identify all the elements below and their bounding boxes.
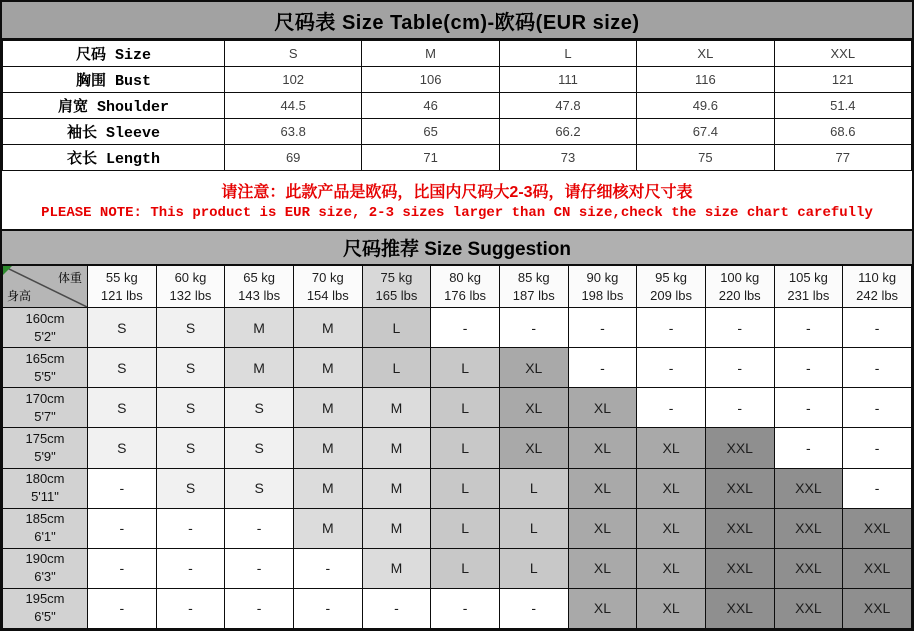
size-suggestion-title: 尺码推荐 Size Suggestion xyxy=(2,229,912,265)
suggestion-cell: M xyxy=(225,308,294,348)
suggestion-cell: L xyxy=(499,468,568,508)
size-value-cell: 121 xyxy=(774,67,911,93)
suggestion-cell: XL xyxy=(637,468,706,508)
weight-header-cell xyxy=(843,266,912,308)
height-cm-label: 185cm xyxy=(25,511,65,527)
height-ft-label: 6'3" xyxy=(34,569,56,585)
suggestion-cell: XL xyxy=(568,508,637,548)
height-cm-label: 165cm xyxy=(25,350,65,366)
suggestion-cell: - xyxy=(705,348,774,388)
suggestion-cell: - xyxy=(88,548,157,588)
suggestion-row xyxy=(3,308,912,348)
suggestion-cell: M xyxy=(362,548,431,588)
weight-kg-label: 70 kg xyxy=(311,269,344,285)
suggestion-cell: - xyxy=(225,548,294,588)
suggestion-row xyxy=(3,428,912,468)
size-value-cell: 106 xyxy=(362,67,499,93)
suggestion-body xyxy=(3,308,912,629)
suggestion-cell: L xyxy=(362,348,431,388)
suggestion-cell: L xyxy=(431,388,500,428)
suggestion-cell: - xyxy=(843,348,912,388)
suggestion-cell: XXL xyxy=(705,468,774,508)
size-table-row xyxy=(3,145,912,171)
height-header-cell xyxy=(3,588,88,628)
suggestion-row xyxy=(3,508,912,548)
size-value-cell: 51.4 xyxy=(774,93,911,119)
suggestion-cell: - xyxy=(774,348,843,388)
suggestion-cell: XXL xyxy=(774,508,843,548)
height-header-cell xyxy=(3,548,88,588)
suggestion-cell: S xyxy=(225,388,294,428)
weight-lbs-label: 176 lbs xyxy=(444,287,487,303)
suggestion-cell: L xyxy=(431,428,500,468)
weight-kg-label: 75 kg xyxy=(380,269,413,285)
suggestion-cell: XXL xyxy=(774,468,843,508)
suggestion-cell: - xyxy=(362,588,431,628)
suggestion-cell: - xyxy=(637,308,706,348)
weight-kg-label: 105 kg xyxy=(788,269,828,285)
size-value-cell: 44.5 xyxy=(225,93,362,119)
suggestion-cell: M xyxy=(293,468,362,508)
weight-header-cell xyxy=(156,266,225,308)
suggestion-cell: - xyxy=(843,388,912,428)
weight-lbs-label: 132 lbs xyxy=(169,287,212,303)
weight-header-cell xyxy=(774,266,843,308)
weight-lbs-label: 242 lbs xyxy=(856,287,899,303)
height-ft-label: 6'1" xyxy=(34,529,56,545)
suggestion-cell: XL xyxy=(499,388,568,428)
suggestion-cell: M xyxy=(362,388,431,428)
weight-header-cell xyxy=(362,266,431,308)
suggestion-cell: - xyxy=(156,548,225,588)
height-header-cell xyxy=(3,348,88,388)
size-table-title: 尺码表 Size Table(cm)-欧码(EUR size) xyxy=(2,2,912,40)
size-value-cell: 77 xyxy=(774,145,911,171)
corner-height-label: 身高 xyxy=(7,289,32,303)
weight-lbs-label: 154 lbs xyxy=(306,287,349,303)
corner-weight-label: 体重 xyxy=(57,271,82,285)
weight-lbs-label: 231 lbs xyxy=(787,287,830,303)
size-value-cell: 116 xyxy=(637,67,774,93)
weight-lbs-label: 220 lbs xyxy=(718,287,761,303)
suggestion-cell: S xyxy=(156,308,225,348)
suggestion-row xyxy=(3,588,912,628)
size-row-label: 衣长 Length xyxy=(3,145,225,171)
size-table-row xyxy=(3,41,912,67)
suggestion-row xyxy=(3,388,912,428)
suggestion-cell: S xyxy=(156,388,225,428)
suggestion-cell: - xyxy=(293,588,362,628)
height-header-cell xyxy=(3,508,88,548)
suggestion-cell: L xyxy=(362,308,431,348)
suggestion-cell: - xyxy=(774,388,843,428)
height-header-cell xyxy=(3,308,88,348)
size-value-cell: 65 xyxy=(362,119,499,145)
height-cm-label: 180cm xyxy=(25,471,65,487)
suggestion-cell: M xyxy=(293,308,362,348)
height-header-cell xyxy=(3,468,88,508)
suggestion-cell: L xyxy=(431,508,500,548)
suggestion-cell: - xyxy=(431,588,500,628)
suggestion-cell: M xyxy=(293,428,362,468)
suggestion-cell: - xyxy=(843,468,912,508)
weight-kg-label: 95 kg xyxy=(655,269,687,285)
notice-line-cn: 请注意：此款产品是欧码，比国内尺码大2-3码，请仔细核对尺寸表 xyxy=(221,184,693,201)
weight-header-cell xyxy=(637,266,706,308)
notice-block xyxy=(2,171,912,229)
weight-kg-label: 100 kg xyxy=(720,269,760,285)
height-header-cell xyxy=(3,388,88,428)
size-value-cell: 69 xyxy=(225,145,362,171)
suggestion-cell: XL xyxy=(637,588,706,628)
size-value-cell: 47.8 xyxy=(499,93,636,119)
size-table-row xyxy=(3,93,912,119)
height-cm-label: 190cm xyxy=(25,551,65,567)
suggestion-cell: XXL xyxy=(705,508,774,548)
size-value-cell: XXL xyxy=(774,41,911,67)
height-ft-label: 5'7" xyxy=(34,408,56,424)
size-value-cell: 102 xyxy=(225,67,362,93)
suggestion-cell: - xyxy=(705,308,774,348)
suggestion-cell: M xyxy=(362,428,431,468)
suggestion-cell: L xyxy=(499,548,568,588)
suggestion-cell: M xyxy=(293,348,362,388)
suggestion-cell: XL xyxy=(499,428,568,468)
size-row-label: 袖长 Sleeve xyxy=(3,119,225,145)
suggestion-cell: XL xyxy=(568,428,637,468)
weight-kg-label: 90 kg xyxy=(586,269,619,285)
weight-kg-label: 80 kg xyxy=(449,269,482,285)
suggestion-cell: L xyxy=(431,548,500,588)
corner-cell xyxy=(3,266,88,308)
weight-header-cell xyxy=(293,266,362,308)
weight-header-cell xyxy=(705,266,774,308)
weight-lbs-label: 187 lbs xyxy=(512,287,555,303)
suggestion-cell: - xyxy=(88,588,157,628)
suggestion-cell: - xyxy=(637,348,706,388)
suggestion-cell: S xyxy=(156,428,225,468)
weight-header-cell xyxy=(431,266,500,308)
weight-lbs-label: 165 lbs xyxy=(375,287,418,303)
weight-header-cell xyxy=(88,266,157,308)
weight-lbs-label: 198 lbs xyxy=(581,287,624,303)
suggestion-cell: XL xyxy=(637,548,706,588)
size-value-cell: 63.8 xyxy=(225,119,362,145)
suggestion-cell: XXL xyxy=(774,588,843,628)
suggestion-cell: M xyxy=(225,348,294,388)
suggestion-cell: - xyxy=(568,308,637,348)
height-ft-label: 5'11" xyxy=(31,489,59,505)
size-row-label: 胸围 Bust xyxy=(3,67,225,93)
size-value-cell: 46 xyxy=(362,93,499,119)
weight-header-cell xyxy=(499,266,568,308)
suggestion-cell: S xyxy=(88,308,157,348)
suggestion-cell: - xyxy=(705,388,774,428)
size-table xyxy=(2,40,912,171)
height-cm-label: 195cm xyxy=(25,591,65,607)
suggestion-cell: XL xyxy=(499,348,568,388)
suggestion-cell: S xyxy=(225,428,294,468)
suggestion-cell: S xyxy=(156,468,225,508)
suggestion-cell: - xyxy=(431,308,500,348)
weight-kg-label: 65 kg xyxy=(243,269,276,285)
weight-header-row xyxy=(3,266,912,308)
height-header-cell xyxy=(3,428,88,468)
suggestion-row xyxy=(3,348,912,388)
size-value-cell: 68.6 xyxy=(774,119,911,145)
height-ft-label: 5'2" xyxy=(34,328,56,344)
weight-lbs-label: 121 lbs xyxy=(100,287,143,303)
suggestion-cell: - xyxy=(293,548,362,588)
size-value-cell: M xyxy=(362,41,499,67)
size-table-body xyxy=(3,41,912,171)
size-suggestion-table xyxy=(2,265,912,629)
height-ft-label: 5'5" xyxy=(34,368,56,384)
weight-kg-label: 110 kg xyxy=(858,269,897,285)
suggestion-cell: XXL xyxy=(843,508,912,548)
weight-header-cell xyxy=(225,266,294,308)
height-cm-label: 170cm xyxy=(25,390,65,406)
suggestion-cell: XL xyxy=(568,468,637,508)
suggestion-cell: M xyxy=(362,468,431,508)
suggestion-cell: XL xyxy=(637,428,706,468)
suggestion-cell: - xyxy=(774,428,843,468)
suggestion-cell: - xyxy=(499,308,568,348)
weight-lbs-label: 143 lbs xyxy=(238,287,281,303)
suggestion-cell: S xyxy=(225,468,294,508)
suggestion-cell: - xyxy=(499,588,568,628)
suggestion-cell: M xyxy=(293,508,362,548)
height-ft-label: 6'5" xyxy=(34,609,56,625)
suggestion-cell: XXL xyxy=(705,428,774,468)
suggestion-cell: S xyxy=(88,388,157,428)
suggestion-cell: XXL xyxy=(774,548,843,588)
suggestion-cell: - xyxy=(843,308,912,348)
size-value-cell: 66.2 xyxy=(499,119,636,145)
size-value-cell: XL xyxy=(637,41,774,67)
size-table-row xyxy=(3,119,912,145)
size-row-label: 尺码 Size xyxy=(3,41,225,67)
height-cm-label: 175cm xyxy=(25,430,65,446)
suggestion-cell: - xyxy=(88,508,157,548)
suggestion-cell: S xyxy=(88,348,157,388)
suggestion-cell: L xyxy=(431,468,500,508)
suggestion-cell: XL xyxy=(568,548,637,588)
suggestion-cell: - xyxy=(225,588,294,628)
suggestion-row xyxy=(3,548,912,588)
suggestion-cell: S xyxy=(156,348,225,388)
corner-marker-triangle-icon xyxy=(3,266,12,275)
notice-line-en: PLEASE NOTE: This product is EUR size, 2-3 sizes larger than CN size,check the size chart carefully xyxy=(41,205,873,221)
suggestion-cell: M xyxy=(362,508,431,548)
suggestion-cell: - xyxy=(843,428,912,468)
suggestion-cell: - xyxy=(156,588,225,628)
size-value-cell: S xyxy=(225,41,362,67)
weight-header-cell xyxy=(568,266,637,308)
size-value-cell: 71 xyxy=(362,145,499,171)
suggestion-cell: XXL xyxy=(705,588,774,628)
size-value-cell: L xyxy=(499,41,636,67)
size-value-cell: 111 xyxy=(499,67,636,93)
suggestion-cell: L xyxy=(431,348,500,388)
weight-lbs-label: 209 lbs xyxy=(650,287,693,303)
size-value-cell: 75 xyxy=(637,145,774,171)
height-ft-label: 5'9" xyxy=(34,448,56,464)
suggestion-cell: - xyxy=(637,388,706,428)
suggestion-cell: XXL xyxy=(843,588,912,628)
size-value-cell: 73 xyxy=(499,145,636,171)
suggestion-cell: - xyxy=(774,308,843,348)
suggestion-cell: XL xyxy=(568,588,637,628)
size-row-label: 肩宽 Shoulder xyxy=(3,93,225,119)
suggestion-cell: - xyxy=(156,508,225,548)
suggestion-cell: XXL xyxy=(705,548,774,588)
weight-kg-label: 55 kg xyxy=(105,269,138,285)
suggestion-cell: - xyxy=(568,348,637,388)
suggestion-cell: XXL xyxy=(843,548,912,588)
size-value-cell: 49.6 xyxy=(637,93,774,119)
suggestion-cell: XL xyxy=(568,388,637,428)
height-cm-label: 160cm xyxy=(25,310,65,326)
weight-kg-label: 85 kg xyxy=(517,269,550,285)
suggestion-cell: M xyxy=(293,388,362,428)
suggestion-cell: - xyxy=(88,468,157,508)
suggestion-row xyxy=(3,468,912,508)
weight-kg-label: 60 kg xyxy=(174,269,207,285)
suggestion-cell: XL xyxy=(637,508,706,548)
size-value-cell: 67.4 xyxy=(637,119,774,145)
suggestion-cell: L xyxy=(499,508,568,548)
size-table-row xyxy=(3,67,912,93)
suggestion-cell: - xyxy=(225,508,294,548)
suggestion-cell: S xyxy=(88,428,157,468)
